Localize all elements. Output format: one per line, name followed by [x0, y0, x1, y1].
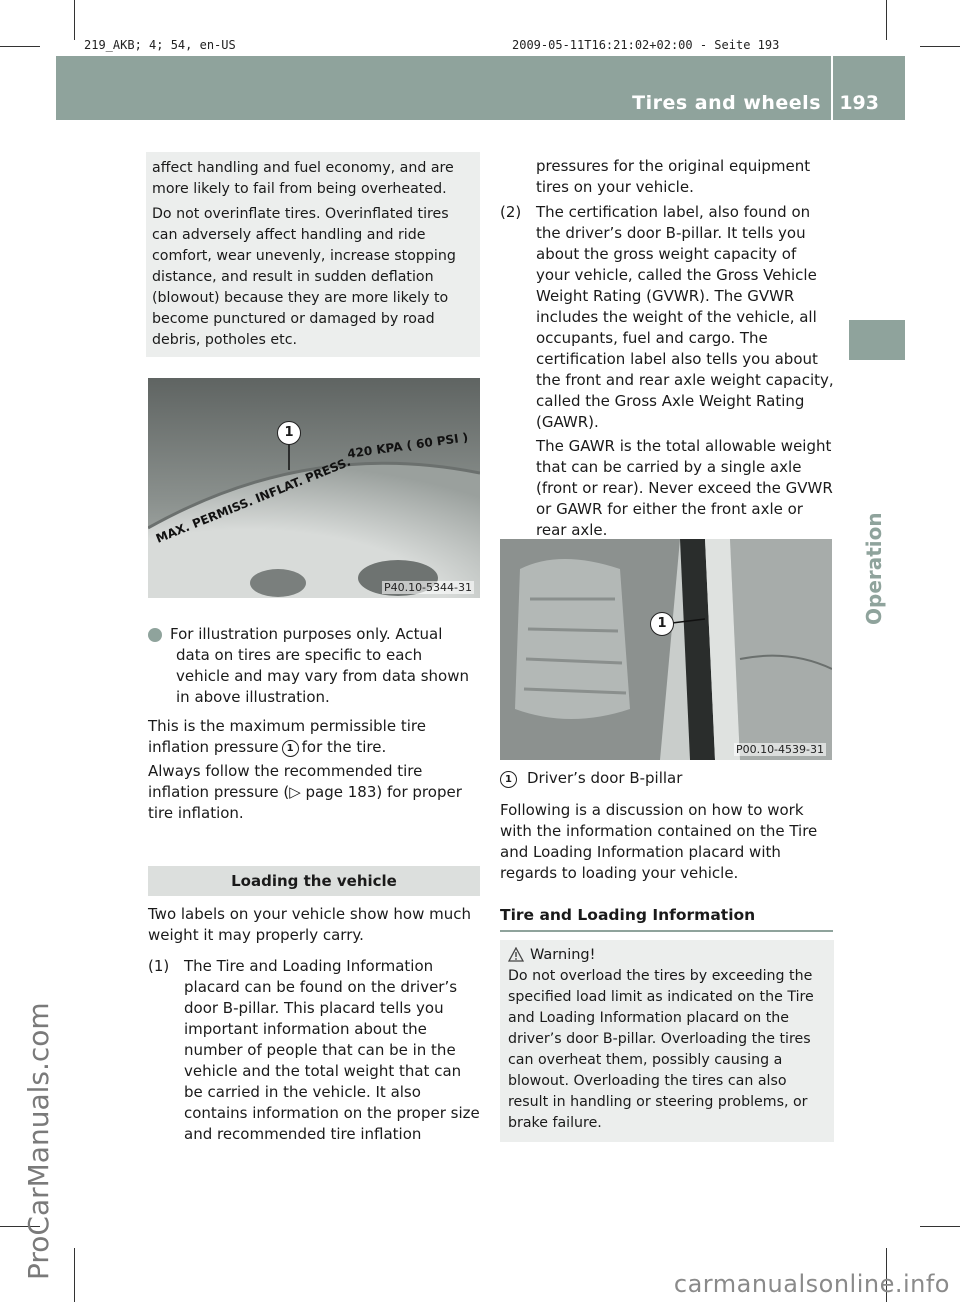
warning-title: Warning! — [530, 947, 596, 963]
recommended-pressure-paragraph: Always follow the recommended tire inflation pressure (▷ page 183) for proper tire inflation. — [148, 762, 462, 822]
print-meta-left: 219_AKB; 4; 54, en-US — [84, 38, 236, 52]
crop-mark — [920, 1226, 960, 1227]
print-meta-right: 2009-05-11T16:21:02+02:00 - Seite 193 — [512, 38, 780, 52]
max-pressure-paragraph: This is the maximum permissible tire inflation pressure 1 for the tire. — [148, 717, 426, 756]
legend-callout-1: 1 — [500, 771, 517, 788]
box-paragraph: Do not overinflate tires. Overinflated tires can adversely affect handling and ride comfort, wear unevenly, increase stopping distance, and result in sudden deflation (blowout) because they are more likely to become punctured or damaged by road debris, potholes etc. — [152, 206, 456, 348]
subheading-rule — [500, 930, 833, 932]
callout-1: 1 — [650, 612, 674, 636]
watermark-bottom: carmanualsonline.info — [673, 1270, 950, 1298]
crop-mark — [74, 0, 75, 40]
header-divider — [831, 56, 833, 120]
sidewall-pressure-marking: 420 KPA ( 60 PSI ) — [346, 430, 470, 461]
list-item-2: (2) The certification label, also found on the driver’s door B-pillar. It tells you about the gross weight capacity of your vehicle, called the Gross Vehicle Weight Rating (GVWR). The GVWR includes the weight of the vehicle, all occupants, fuel and cargo. The certification label also tells you about the front and rear axle weight capacity, called the Gross Axle Weight Rating (GAWR). — [500, 203, 834, 431]
sidewall-marking: MAX. PERMISS. INFLAT. PRESS. — [153, 454, 353, 546]
figure-code: P00.10-4539-31 — [735, 743, 824, 756]
legend-text: Driver’s door B-pillar — [527, 769, 683, 787]
b-pillar-figure — [500, 539, 832, 760]
section-side-label: Operation — [862, 512, 886, 625]
crop-mark — [920, 46, 960, 47]
section-heading-loading: Loading the vehicle — [148, 866, 480, 896]
chapter-title: Tires and wheels — [632, 92, 821, 114]
info-note-text: For illustration purposes only. Actual data on tires are specific to each vehicle and may vary from data shown in above illustration. — [170, 625, 470, 706]
list-item-1-continued: pressures for the original equipment tires on your vehicle. — [536, 157, 811, 196]
box-continued-text: affect handling and fuel economy, and are more likely to fail from being overheated. — [152, 160, 454, 197]
info-icon: i — [148, 628, 162, 642]
main-text-left — [148, 716, 482, 824]
callout-1: 1 — [277, 421, 301, 445]
figure-legend — [500, 768, 834, 789]
warning-text: Do not overload the tires by exceeding the specified load limit as indicated on the Tire and Loading Information placard on the driver’s door B-pillar. Overloading the tires can overheat them, possibly causing a blowout. Overloading the tires can also result in handling or steering problems, or brake failure. — [508, 968, 814, 1131]
list-item-2-para2: The GAWR is the total allowable weight that can be carried by a single axle (front or rear). Never exceed the GVWR or GAWR for either the front axle or rear axle. — [536, 437, 833, 539]
loading-intro: Two labels on your vehicle show how much weight it may properly carry. (1) The Tire and Loading Information placard can be found on the driver’s door B-pillar. This placard tells you important information about the number of people that can be in the vehicle and the total weight that can be carried in the vehicle. It also contains information on the proper size and recommended tire inflation — [148, 904, 482, 1145]
list-continued — [500, 156, 834, 541]
crop-mark — [74, 1248, 75, 1302]
subheading-tire-loading: Tire and Loading Information — [500, 906, 756, 924]
crop-mark — [886, 0, 887, 40]
warning-triangle-icon — [508, 947, 524, 962]
placard-discussion: Following is a discussion on how to work with the information contained on the Tire and Loading Information placard with regards to loading your vehicle. — [500, 801, 818, 882]
tire-sidewall-illustration — [148, 378, 480, 598]
crop-mark — [0, 46, 40, 47]
b-pillar-illustration — [500, 539, 832, 760]
warning-box — [500, 940, 834, 1142]
info-note — [138, 624, 480, 708]
caution-box-continued — [146, 152, 480, 357]
inline-callout-1: 1 — [282, 740, 299, 757]
page-header — [56, 56, 905, 120]
warning-header — [508, 944, 828, 966]
section-tab-marker — [849, 320, 905, 360]
page-number: 193 — [839, 92, 879, 114]
tire-sidewall-figure — [148, 378, 480, 598]
figure-code: P40.10-5344-31 — [383, 581, 472, 594]
list-item-1: (1) The Tire and Loading Information placard can be found on the driver’s door B-pillar. This placard tells you important information about the number of people that can be in the vehicle and the total weight that can be carried in the vehicle. It also contains information on the proper size and recommended tire inflation — [148, 957, 480, 1143]
watermark-side: ProCarManuals.com — [22, 1002, 55, 1280]
